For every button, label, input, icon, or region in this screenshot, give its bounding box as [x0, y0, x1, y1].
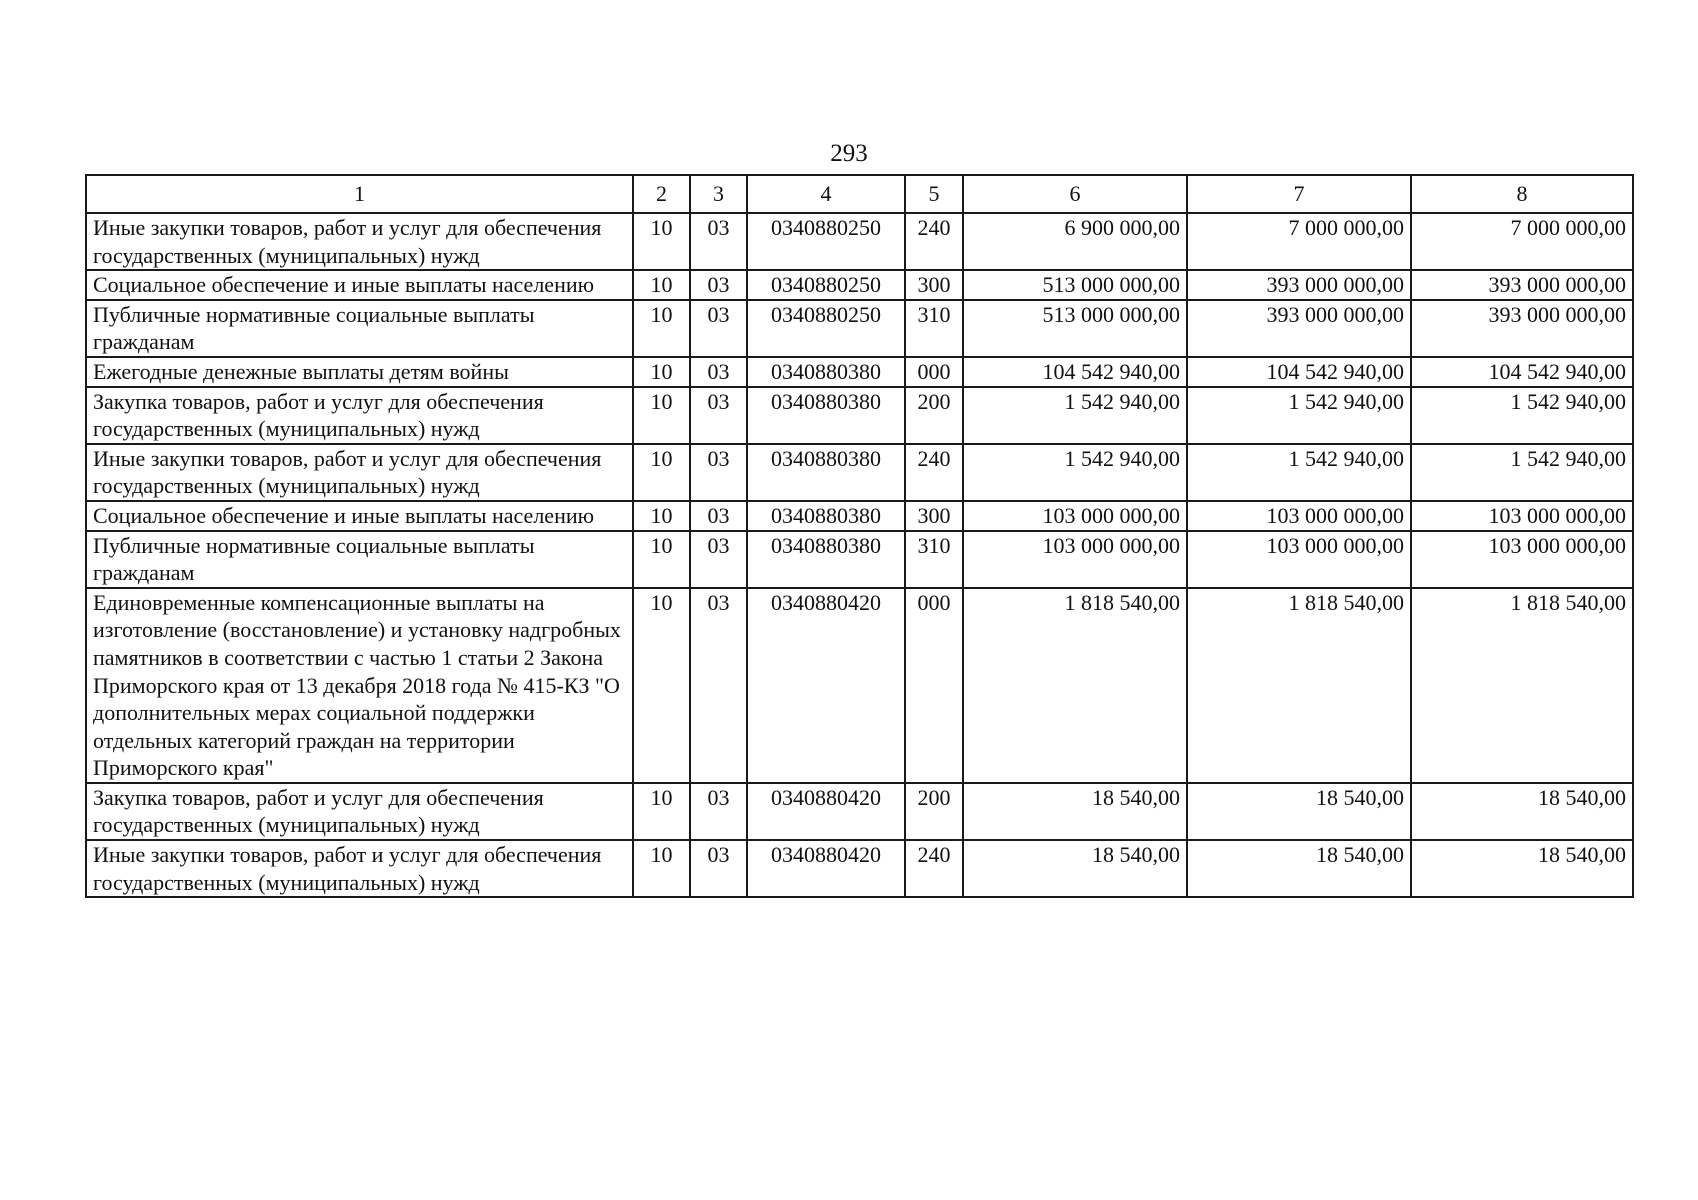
expense-type-code: 000	[905, 588, 963, 783]
section-code: 10	[633, 270, 690, 300]
table-row	[86, 213, 1633, 270]
section-code: 10	[633, 300, 690, 357]
table-row	[86, 501, 1633, 531]
expense-name: Социальное обеспечение и иные выплаты населению	[86, 501, 633, 531]
amount-year-1: 1 542 940,00	[963, 444, 1187, 501]
expense-type-code: 000	[905, 357, 963, 387]
amount-year-3: 393 000 000,00	[1411, 270, 1633, 300]
header-row	[86, 175, 1633, 213]
amount-year-1: 513 000 000,00	[963, 270, 1187, 300]
amount-year-1: 18 540,00	[963, 840, 1187, 897]
amount-year-2: 393 000 000,00	[1187, 300, 1411, 357]
target-article-code: 0340880380	[747, 387, 905, 444]
table-row	[86, 588, 1633, 783]
amount-year-2: 1 542 940,00	[1187, 444, 1411, 501]
amount-year-1: 104 542 940,00	[963, 357, 1187, 387]
amount-year-1: 1 542 940,00	[963, 387, 1187, 444]
amount-year-1: 6 900 000,00	[963, 213, 1187, 270]
amount-year-3: 18 540,00	[1411, 840, 1633, 897]
table-row	[86, 444, 1633, 501]
page-number: 293	[830, 140, 868, 167]
column-header: 7	[1187, 175, 1411, 213]
expense-name: Публичные нормативные социальные выплаты гражданам	[86, 300, 633, 357]
amount-year-3: 103 000 000,00	[1411, 531, 1633, 588]
target-article-code: 0340880380	[747, 444, 905, 501]
table-row	[86, 387, 1633, 444]
section-code: 10	[633, 588, 690, 783]
expense-type-code: 300	[905, 501, 963, 531]
subsection-code: 03	[690, 300, 747, 357]
expense-name: Единовременные компенсационные выплаты на изготовление (восстановление) и установку надгробных памятников в соответствии с частью 1 статьи 2 Закона Приморского края от 13 декабря 2018 года № 415-КЗ "О дополнительных мерах социальной поддержки отдельных категорий граждан на территории Приморского края"	[86, 588, 633, 783]
column-header: 6	[963, 175, 1187, 213]
section-code: 10	[633, 840, 690, 897]
table-row	[86, 270, 1633, 300]
column-header: 5	[905, 175, 963, 213]
subsection-code: 03	[690, 531, 747, 588]
expense-type-code: 310	[905, 531, 963, 588]
section-code: 10	[633, 387, 690, 444]
table-row	[86, 300, 1633, 357]
subsection-code: 03	[690, 840, 747, 897]
amount-year-2: 104 542 940,00	[1187, 357, 1411, 387]
subsection-code: 03	[690, 357, 747, 387]
section-code: 10	[633, 531, 690, 588]
amount-year-2: 7 000 000,00	[1187, 213, 1411, 270]
expense-name: Иные закупки товаров, работ и услуг для обеспечения государственных (муниципальных) нужд	[86, 840, 633, 897]
budget-table	[85, 174, 1634, 898]
subsection-code: 03	[690, 588, 747, 783]
table-row	[86, 840, 1633, 897]
expense-name: Социальное обеспечение и иные выплаты населению	[86, 270, 633, 300]
target-article-code: 0340880380	[747, 357, 905, 387]
target-article-code: 0340880420	[747, 783, 905, 840]
table-row	[86, 531, 1633, 588]
expense-type-code: 240	[905, 213, 963, 270]
amount-year-3: 1 542 940,00	[1411, 444, 1633, 501]
amount-year-1: 1 818 540,00	[963, 588, 1187, 783]
expense-type-code: 200	[905, 387, 963, 444]
section-code: 10	[633, 357, 690, 387]
amount-year-1: 513 000 000,00	[963, 300, 1187, 357]
target-article-code: 0340880420	[747, 588, 905, 783]
expense-name: Иные закупки товаров, работ и услуг для обеспечения государственных (муниципальных) нужд	[86, 213, 633, 270]
target-article-code: 0340880420	[747, 840, 905, 897]
target-article-code: 0340880380	[747, 531, 905, 588]
expense-type-code: 200	[905, 783, 963, 840]
subsection-code: 03	[690, 213, 747, 270]
table-row	[86, 357, 1633, 387]
amount-year-1: 103 000 000,00	[963, 501, 1187, 531]
expense-name: Закупка товаров, работ и услуг для обеспечения государственных (муниципальных) нужд	[86, 387, 633, 444]
section-code: 10	[633, 501, 690, 531]
expense-name: Публичные нормативные социальные выплаты гражданам	[86, 531, 633, 588]
target-article-code: 0340880380	[747, 501, 905, 531]
column-header: 8	[1411, 175, 1633, 213]
table-row	[86, 783, 1633, 840]
subsection-code: 03	[690, 387, 747, 444]
amount-year-2: 1 818 540,00	[1187, 588, 1411, 783]
subsection-code: 03	[690, 270, 747, 300]
amount-year-3: 7 000 000,00	[1411, 213, 1633, 270]
column-header: 1	[86, 175, 633, 213]
amount-year-2: 103 000 000,00	[1187, 501, 1411, 531]
amount-year-2: 393 000 000,00	[1187, 270, 1411, 300]
column-header: 4	[747, 175, 905, 213]
expense-name: Иные закупки товаров, работ и услуг для обеспечения государственных (муниципальных) нужд	[86, 444, 633, 501]
amount-year-3: 18 540,00	[1411, 783, 1633, 840]
amount-year-2: 18 540,00	[1187, 783, 1411, 840]
target-article-code: 0340880250	[747, 300, 905, 357]
subsection-code: 03	[690, 501, 747, 531]
expense-name: Закупка товаров, работ и услуг для обеспечения государственных (муниципальных) нужд	[86, 783, 633, 840]
column-header: 3	[690, 175, 747, 213]
amount-year-3: 104 542 940,00	[1411, 357, 1633, 387]
subsection-code: 03	[690, 444, 747, 501]
column-header: 2	[633, 175, 690, 213]
amount-year-2: 103 000 000,00	[1187, 531, 1411, 588]
amount-year-1: 103 000 000,00	[963, 531, 1187, 588]
expense-type-code: 310	[905, 300, 963, 357]
expense-type-code: 240	[905, 444, 963, 501]
amount-year-3: 393 000 000,00	[1411, 300, 1633, 357]
amount-year-3: 1 542 940,00	[1411, 387, 1633, 444]
expense-type-code: 300	[905, 270, 963, 300]
section-code: 10	[633, 444, 690, 501]
amount-year-3: 103 000 000,00	[1411, 501, 1633, 531]
amount-year-3: 1 818 540,00	[1411, 588, 1633, 783]
target-article-code: 0340880250	[747, 213, 905, 270]
amount-year-2: 1 542 940,00	[1187, 387, 1411, 444]
subsection-code: 03	[690, 783, 747, 840]
expense-name: Ежегодные денежные выплаты детям войны	[86, 357, 633, 387]
section-code: 10	[633, 783, 690, 840]
target-article-code: 0340880250	[747, 270, 905, 300]
amount-year-1: 18 540,00	[963, 783, 1187, 840]
expense-type-code: 240	[905, 840, 963, 897]
amount-year-2: 18 540,00	[1187, 840, 1411, 897]
section-code: 10	[633, 213, 690, 270]
